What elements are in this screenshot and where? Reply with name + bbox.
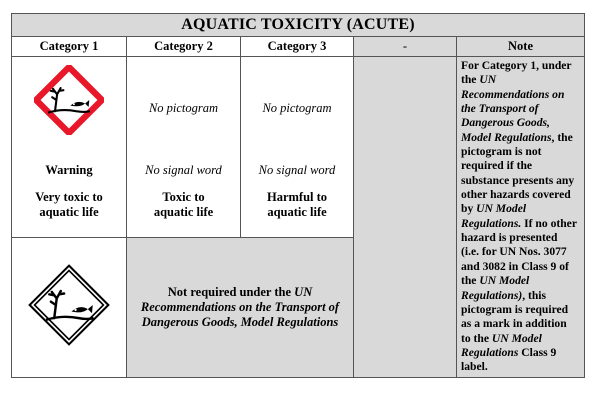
note-text-9: Class 9 label. xyxy=(461,345,557,374)
category-2-signal-word: No signal word xyxy=(145,163,222,177)
environment-hazard-black-icon xyxy=(12,264,126,346)
category-1-hazard-line-1: Very toxic to xyxy=(35,190,103,204)
note-text-3: , the pictogram is not required if the substance presents any other hazards covered by xyxy=(461,130,575,216)
note-text-4: UN Model Regulations. xyxy=(461,202,527,230)
header-dash: - xyxy=(354,37,457,57)
transport-line-1-italic: UN xyxy=(294,284,313,299)
category-2-cell xyxy=(127,57,241,238)
category-2-pictogram: No pictogram xyxy=(148,101,219,115)
note-text-2: UN Recommendations on the Transport of Dangerous Goods, Model Regulations xyxy=(461,73,565,144)
category-3-hazard-line-1: Harmful to xyxy=(266,190,328,204)
category-1-cell xyxy=(12,57,127,238)
header-note: Note xyxy=(457,37,585,57)
transport-line-3: Dangerous Goods, Model Regulations xyxy=(141,314,339,329)
note-text-6: UN Model Regulations) xyxy=(461,274,530,302)
transport-line-2: Recommendations on the Transport of xyxy=(140,299,340,314)
aquatic-toxicity-table xyxy=(11,13,585,378)
dash-column-cell xyxy=(354,57,457,378)
environment-hazard-red-icon xyxy=(12,65,126,135)
transport-line-1 xyxy=(127,285,353,300)
note-cell xyxy=(457,57,585,378)
category-1-hazard-line-2: aquatic life xyxy=(39,205,99,219)
transport-pictogram-cell xyxy=(12,237,127,377)
table-title: AQUATIC TOXICITY (ACUTE) xyxy=(12,14,585,37)
category-3-cell xyxy=(241,57,354,238)
transport-line-1-text: Not required under the xyxy=(167,284,295,299)
category-2-hazard-line-2: aquatic life xyxy=(153,205,214,219)
category-1-signal-word: Warning xyxy=(45,163,93,177)
category-2-hazard-line-1: Toxic to xyxy=(162,190,205,204)
category-3-signal-word: No signal word xyxy=(258,163,336,177)
note-text-7: , this pictogram is required as a mark in addition to the xyxy=(461,288,569,345)
category-3-hazard-line-2: aquatic life xyxy=(267,205,327,219)
note-text-1: For Category 1, under the xyxy=(461,59,572,87)
transport-not-required-cell xyxy=(127,237,354,377)
header-category-2: Category 2 xyxy=(127,37,241,57)
header-category-3: Category 3 xyxy=(241,37,354,57)
note-text-8: UN Model Regulations xyxy=(461,331,542,359)
note-text-5: If no other hazard is presented (i.e. for UN Nos. 3077 and 3082 in Class 9 of the xyxy=(461,216,577,288)
header-category-1: Category 1 xyxy=(12,37,127,57)
category-3-pictogram: No pictogram xyxy=(262,101,332,115)
